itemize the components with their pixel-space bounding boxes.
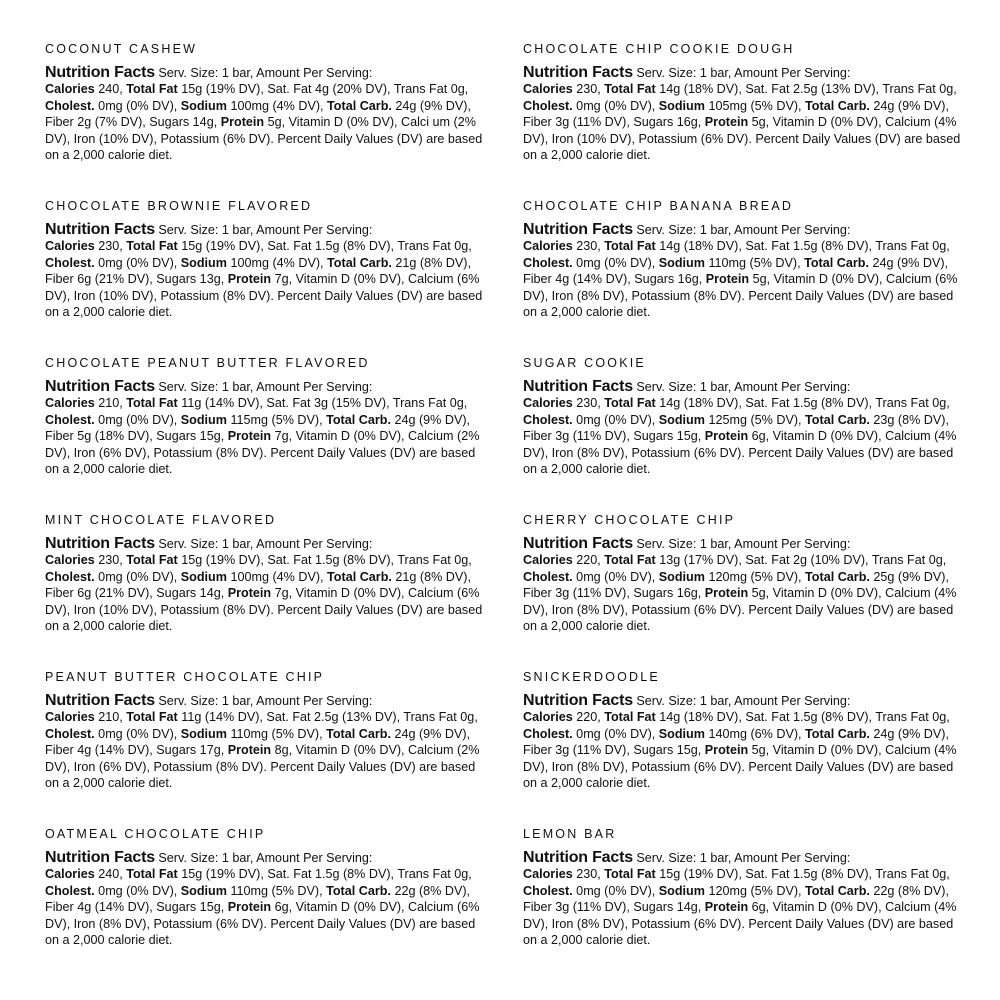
total-fat-label: Total Fat <box>604 553 656 568</box>
protein-and-footnote: 5g, Vitamin D (0% DV), Calcium (4% DV), Iron (8% DV), Potassium (6% DV). Percent Daily Values (DV) are based on a 2,000 calorie diet. <box>523 586 957 634</box>
carb-values: 21g (8% DV), Fiber 6g (21% DV), Sugars 13g, <box>45 255 471 287</box>
flavor-card <box>45 42 490 199</box>
nutrition-text <box>523 693 968 791</box>
carb-values: 25g (9% DV), Fiber 3g (11% DV), Sugars 16g, <box>523 569 949 601</box>
calories-label: Calories <box>523 710 573 725</box>
flavor-card <box>45 827 490 984</box>
fat-values: 15g (19% DV), Sat. Fat 1.5g (8% DV), Trans Fat 0g, <box>655 867 950 882</box>
calories-label: Calories <box>45 710 95 725</box>
protein-label: Protein <box>704 586 749 601</box>
total-carb-label: Total Carb. <box>326 726 391 741</box>
protein-and-footnote: 7g, Vitamin D (0% DV), Calcium (6% DV), Iron (10% DV), Potassium (8% DV). Percent Daily Values (DV) are based on a 2,000 calorie diet. <box>45 586 483 634</box>
total-fat-label: Total Fat <box>604 396 656 411</box>
flavor-name: MINT CHOCOLATE FLAVORED <box>45 513 277 527</box>
total-fat-label: Total Fat <box>604 710 656 725</box>
total-carb-label: Total Carb. <box>327 569 392 584</box>
cholesterol-value: 0mg (0% DV), <box>572 883 659 898</box>
flavor-card <box>523 42 968 199</box>
calories-value: 220, <box>572 710 605 725</box>
nutrition-facts-title: Nutrition Facts <box>523 378 633 395</box>
nutrition-facts-title: Nutrition Facts <box>45 849 155 866</box>
serving-size: Serv. Size: 1 bar, Amount Per Serving: <box>154 537 373 551</box>
calories-value: 230, <box>94 239 127 254</box>
total-fat-label: Total Fat <box>604 867 656 882</box>
serving-size: Serv. Size: 1 bar, Amount Per Serving: <box>154 851 373 865</box>
protein-label: Protein <box>227 900 272 915</box>
fat-values: 14g (18% DV), Sat. Fat 2.5g (13% DV), Trans Fat 0g, <box>655 82 957 97</box>
nutrition-text <box>45 65 490 163</box>
carb-values: 24g (9% DV), Fiber 3g (11% DV), Sugars 16g, <box>523 98 949 130</box>
nutrition-facts-title: Nutrition Facts <box>523 849 633 866</box>
right-column <box>523 42 968 984</box>
protein-and-footnote: 6g, Vitamin D (0% DV), Calcium (4% DV), Iron (8% DV), Potassium (6% DV). Percent Daily Values (DV) are based on a 2,000 calorie diet. <box>523 900 957 948</box>
sodium-label: Sodium <box>180 412 227 427</box>
protein-label: Protein <box>704 743 749 758</box>
flavor-name: LEMON BAR <box>523 827 617 841</box>
sodium-label: Sodium <box>658 412 705 427</box>
serving-size: Serv. Size: 1 bar, Amount Per Serving: <box>154 380 373 394</box>
serving-size: Serv. Size: 1 bar, Amount Per Serving: <box>632 380 851 394</box>
serving-size: Serv. Size: 1 bar, Amount Per Serving: <box>632 66 851 80</box>
calories-value: 210, <box>94 710 127 725</box>
carb-values: 22g (8% DV), Fiber 3g (11% DV), Sugars 14g, <box>523 883 949 915</box>
sodium-label: Sodium <box>658 98 705 113</box>
carb-values: 24g (9% DV), Fiber 4g (14% DV), Sugars 16g, <box>523 255 949 287</box>
calories-label: Calories <box>523 553 573 568</box>
total-fat-label: Total Fat <box>604 239 656 254</box>
calories-label: Calories <box>45 396 95 411</box>
calories-label: Calories <box>523 82 573 97</box>
fat-values: 15g (19% DV), Sat. Fat 1.5g (8% DV), Trans Fat 0g, <box>177 239 472 254</box>
nutrition-facts-title: Nutrition Facts <box>45 64 155 81</box>
protein-and-footnote: 6g, Vitamin D (0% DV), Calcium (4% DV), Iron (8% DV), Potassium (6% DV). Percent Daily Values (DV) are based on a 2,000 calorie diet. <box>523 429 957 477</box>
nutrition-facts-title: Nutrition Facts <box>45 378 155 395</box>
total-fat-label: Total Fat <box>126 710 178 725</box>
sodium-value: 105mg (5% DV), <box>704 98 806 113</box>
nutrition-text <box>523 536 968 634</box>
cholesterol-label: Cholest. <box>45 255 95 270</box>
protein-label: Protein <box>705 272 750 287</box>
fat-values: 11g (14% DV), Sat. Fat 3g (15% DV), Trans Fat 0g, <box>177 396 468 411</box>
nutrition-facts-title: Nutrition Facts <box>523 64 633 81</box>
nutrition-text <box>45 536 490 634</box>
sodium-label: Sodium <box>180 726 227 741</box>
cholesterol-value: 0mg (0% DV), <box>572 569 659 584</box>
sodium-value: 100mg (4% DV), <box>226 255 328 270</box>
protein-label: Protein <box>704 900 749 915</box>
protein-and-footnote: 7g, Vitamin D (0% DV), Calcium (2% DV), Iron (6% DV), Potassium (8% DV). Percent Daily Values (DV) are based on a 2,000 calorie diet. <box>45 429 480 477</box>
protein-and-footnote: 5g, Vitamin D (0% DV), Calci um (2% DV), Iron (10% DV), Potassium (6% DV). Percent Daily Values (DV) are based on a 2,000 calorie diet. <box>45 115 483 163</box>
calories-value: 230, <box>572 396 605 411</box>
total-fat-label: Total Fat <box>126 396 178 411</box>
total-carb-label: Total Carb. <box>804 255 869 270</box>
cholesterol-label: Cholest. <box>523 726 573 741</box>
calories-label: Calories <box>45 553 95 568</box>
calories-label: Calories <box>45 239 95 254</box>
sodium-label: Sodium <box>658 883 705 898</box>
flavor-name: SUGAR COOKIE <box>523 356 646 370</box>
left-column <box>45 42 490 984</box>
protein-label: Protein <box>220 115 265 130</box>
sodium-label: Sodium <box>180 569 227 584</box>
sodium-value: 140mg (6% DV), <box>704 726 806 741</box>
serving-size: Serv. Size: 1 bar, Amount Per Serving: <box>154 223 373 237</box>
protein-label: Protein <box>227 586 272 601</box>
sodium-label: Sodium <box>180 255 227 270</box>
total-fat-label: Total Fat <box>126 82 178 97</box>
cholesterol-value: 0mg (0% DV), <box>94 412 181 427</box>
serving-size: Serv. Size: 1 bar, Amount Per Serving: <box>632 851 851 865</box>
total-carb-label: Total Carb. <box>327 255 392 270</box>
fat-values: 11g (14% DV), Sat. Fat 2.5g (13% DV), Trans Fat 0g, <box>177 710 478 725</box>
calories-value: 230, <box>572 867 605 882</box>
carb-values: 24g (9% DV), Fiber 3g (11% DV), Sugars 15g, <box>523 726 949 758</box>
carb-values: 24g (9% DV), Fiber 2g (7% DV), Sugars 14g, <box>45 98 471 130</box>
protein-and-footnote: 6g, Vitamin D (0% DV), Calcium (6% DV), Iron (8% DV), Potassium (6% DV). Percent Daily Values (DV) are based on a 2,000 calorie diet. <box>45 900 480 948</box>
sodium-value: 110mg (5% DV), <box>226 726 327 741</box>
flavor-name: PEANUT BUTTER CHOCOLATE CHIP <box>45 670 325 684</box>
carb-values: 24g (9% DV), Fiber 4g (14% DV), Sugars 17g, <box>45 726 471 758</box>
serving-size: Serv. Size: 1 bar, Amount Per Serving: <box>154 66 373 80</box>
protein-and-footnote: 5g, Vitamin D (0% DV), Calcium (4% DV), Iron (8% DV), Potassium (6% DV). Percent Daily Values (DV) are based on a 2,000 calorie diet. <box>523 743 957 791</box>
total-carb-label: Total Carb. <box>805 569 870 584</box>
cholesterol-value: 0mg (0% DV), <box>572 255 659 270</box>
nutrition-text <box>523 379 968 477</box>
nutrition-text <box>523 65 968 163</box>
flavor-card <box>45 670 490 827</box>
nutrition-text <box>523 222 968 320</box>
sodium-label: Sodium <box>658 569 705 584</box>
cholesterol-label: Cholest. <box>45 726 95 741</box>
flavor-card <box>523 827 968 984</box>
flavor-name: CHOCOLATE PEANUT BUTTER FLAVORED <box>45 356 370 370</box>
protein-label: Protein <box>704 115 749 130</box>
calories-label: Calories <box>45 82 95 97</box>
cholesterol-label: Cholest. <box>523 412 573 427</box>
nutrition-facts-title: Nutrition Facts <box>45 221 155 238</box>
flavor-name: CHOCOLATE CHIP COOKIE DOUGH <box>523 42 795 56</box>
nutrition-text <box>45 850 490 948</box>
nutrition-facts-title: Nutrition Facts <box>45 535 155 552</box>
cholesterol-value: 0mg (0% DV), <box>572 98 659 113</box>
calories-label: Calories <box>523 867 573 882</box>
protein-and-footnote: 8g, Vitamin D (0% DV), Calcium (2% DV), Iron (6% DV), Potassium (8% DV). Percent Daily Values (DV) are based on a 2,000 calorie diet. <box>45 743 480 791</box>
calories-value: 230, <box>94 553 127 568</box>
nutrition-facts-title: Nutrition Facts <box>523 221 633 238</box>
cholesterol-value: 0mg (0% DV), <box>94 883 181 898</box>
nutrition-facts-title: Nutrition Facts <box>45 692 155 709</box>
sodium-label: Sodium <box>658 255 705 270</box>
flavor-card <box>523 356 968 513</box>
cholesterol-label: Cholest. <box>45 412 95 427</box>
total-fat-label: Total Fat <box>126 239 178 254</box>
total-carb-label: Total Carb. <box>805 98 870 113</box>
protein-and-footnote: 5g, Vitamin D (0% DV), Calcium (6% DV), Iron (8% DV), Potassium (8% DV). Percent Daily Values (DV) are based on a 2,000 calorie diet. <box>523 272 958 320</box>
protein-label: Protein <box>227 429 272 444</box>
calories-value: 240, <box>94 82 127 97</box>
total-fat-label: Total Fat <box>126 867 178 882</box>
fat-values: 13g (17% DV), Sat. Fat 2g (10% DV), Trans Fat 0g, <box>655 553 947 568</box>
fat-values: 14g (18% DV), Sat. Fat 1.5g (8% DV), Trans Fat 0g, <box>655 396 950 411</box>
serving-size: Serv. Size: 1 bar, Amount Per Serving: <box>154 694 373 708</box>
cholesterol-value: 0mg (0% DV), <box>94 98 181 113</box>
flavor-card <box>45 513 490 670</box>
total-carb-label: Total Carb. <box>327 98 392 113</box>
sodium-label: Sodium <box>180 883 227 898</box>
flavor-card <box>45 199 490 356</box>
total-carb-label: Total Carb. <box>805 883 870 898</box>
total-fat-label: Total Fat <box>126 553 178 568</box>
protein-and-footnote: 7g, Vitamin D (0% DV), Calcium (6% DV), Iron (10% DV), Potassium (8% DV). Percent Daily Values (DV) are based on a 2,000 calorie diet. <box>45 272 483 320</box>
protein-label: Protein <box>227 272 272 287</box>
nutrition-text <box>523 850 968 948</box>
fat-values: 15g (19% DV), Sat. Fat 1.5g (8% DV), Trans Fat 0g, <box>177 553 472 568</box>
carb-values: 24g (9% DV), Fiber 5g (18% DV), Sugars 15g, <box>45 412 471 444</box>
protein-and-footnote: 5g, Vitamin D (0% DV), Calcium (4% DV), Iron (10% DV), Potassium (6% DV). Percent Daily Values (DV) are based on a 2,000 calorie diet. <box>523 115 961 163</box>
sodium-value: 120mg (5% DV), <box>704 883 806 898</box>
carb-values: 23g (8% DV), Fiber 3g (11% DV), Sugars 15g, <box>523 412 949 444</box>
flavor-card <box>523 513 968 670</box>
total-carb-label: Total Carb. <box>805 726 870 741</box>
cholesterol-label: Cholest. <box>523 98 573 113</box>
calories-value: 220, <box>572 553 605 568</box>
flavor-name: CHERRY CHOCOLATE CHIP <box>523 513 736 527</box>
flavor-card <box>45 356 490 513</box>
fat-values: 15g (19% DV), Sat. Fat 4g (20% DV), Trans Fat 0g, <box>177 82 469 97</box>
sodium-value: 125mg (5% DV), <box>704 412 806 427</box>
calories-value: 210, <box>94 396 127 411</box>
flavor-name: SNICKERDOODLE <box>523 670 660 684</box>
carb-values: 22g (8% DV), Fiber 4g (14% DV), Sugars 15g, <box>45 883 471 915</box>
cholesterol-value: 0mg (0% DV), <box>94 569 181 584</box>
cholesterol-label: Cholest. <box>45 569 95 584</box>
flavor-name: CHOCOLATE BROWNIE FLAVORED <box>45 199 313 213</box>
flavor-card <box>523 670 968 827</box>
nutrition-text <box>45 693 490 791</box>
total-carb-label: Total Carb. <box>326 883 391 898</box>
sodium-value: 100mg (4% DV), <box>226 569 328 584</box>
total-carb-label: Total Carb. <box>805 412 870 427</box>
cholesterol-label: Cholest. <box>45 98 95 113</box>
cholesterol-value: 0mg (0% DV), <box>572 726 659 741</box>
flavor-card <box>523 199 968 356</box>
serving-size: Serv. Size: 1 bar, Amount Per Serving: <box>632 694 851 708</box>
serving-size: Serv. Size: 1 bar, Amount Per Serving: <box>632 223 851 237</box>
sodium-value: 110mg (5% DV), <box>704 255 805 270</box>
protein-label: Protein <box>704 429 749 444</box>
calories-value: 240, <box>94 867 127 882</box>
sodium-value: 100mg (4% DV), <box>226 98 328 113</box>
cholesterol-label: Cholest. <box>523 255 573 270</box>
calories-value: 230, <box>572 239 605 254</box>
cholesterol-value: 0mg (0% DV), <box>572 412 659 427</box>
nutrition-facts-title: Nutrition Facts <box>523 692 633 709</box>
calories-value: 230, <box>572 82 605 97</box>
cholesterol-label: Cholest. <box>523 569 573 584</box>
calories-label: Calories <box>45 867 95 882</box>
cholesterol-label: Cholest. <box>523 883 573 898</box>
fat-values: 15g (19% DV), Sat. Fat 1.5g (8% DV), Trans Fat 0g, <box>177 867 472 882</box>
total-carb-label: Total Carb. <box>326 412 391 427</box>
calories-label: Calories <box>523 239 573 254</box>
total-fat-label: Total Fat <box>604 82 656 97</box>
cholesterol-value: 0mg (0% DV), <box>94 255 181 270</box>
cholesterol-value: 0mg (0% DV), <box>94 726 181 741</box>
sodium-value: 110mg (5% DV), <box>226 883 327 898</box>
sodium-label: Sodium <box>658 726 705 741</box>
nutrition-text <box>45 379 490 477</box>
serving-size: Serv. Size: 1 bar, Amount Per Serving: <box>632 537 851 551</box>
protein-label: Protein <box>227 743 272 758</box>
fat-values: 14g (18% DV), Sat. Fat 1.5g (8% DV), Trans Fat 0g, <box>655 710 950 725</box>
sodium-value: 115mg (5% DV), <box>226 412 327 427</box>
fat-values: 14g (18% DV), Sat. Fat 1.5g (8% DV), Trans Fat 0g, <box>655 239 950 254</box>
flavor-name: COCONUT CASHEW <box>45 42 198 56</box>
sodium-label: Sodium <box>180 98 227 113</box>
flavor-name: CHOCOLATE CHIP BANANA BREAD <box>523 199 794 213</box>
cholesterol-label: Cholest. <box>45 883 95 898</box>
nutrition-facts-title: Nutrition Facts <box>523 535 633 552</box>
flavor-name: OATMEAL CHOCOLATE CHIP <box>45 827 266 841</box>
calories-label: Calories <box>523 396 573 411</box>
carb-values: 21g (8% DV), Fiber 6g (21% DV), Sugars 14g, <box>45 569 471 601</box>
nutrition-text <box>45 222 490 320</box>
sodium-value: 120mg (5% DV), <box>704 569 806 584</box>
